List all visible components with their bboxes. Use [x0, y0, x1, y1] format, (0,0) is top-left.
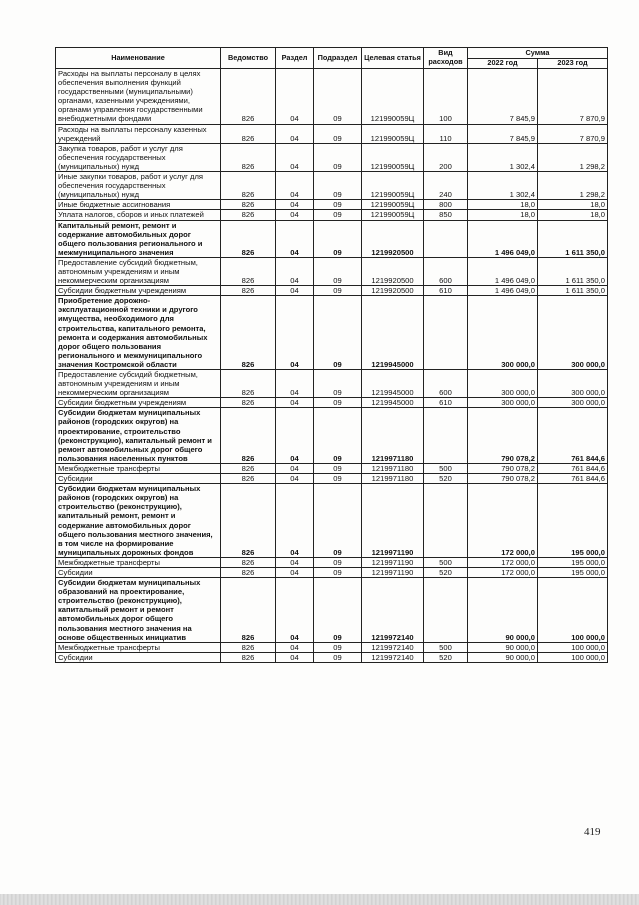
cell-vedomstvo: 826: [221, 578, 276, 643]
cell-sum-2023: 195 000,0: [538, 484, 608, 558]
cell-sum-2022: 1 496 049,0: [468, 257, 538, 285]
cell-razdel: 04: [276, 398, 314, 408]
cell-sum-2023: 300 000,0: [538, 370, 608, 398]
cell-vid: 500: [424, 642, 468, 652]
cell-sum-2022: 172 000,0: [468, 484, 538, 558]
cell-vedomstvo: 826: [221, 652, 276, 662]
cell-name: Предоставление субсидий бюджетным, автономным учреждениям и иным некоммерческим организациям: [56, 370, 221, 398]
cell-sum-2023: 1 611 350,0: [538, 286, 608, 296]
cell-razdel: 04: [276, 463, 314, 473]
cell-vedomstvo: 826: [221, 296, 276, 370]
cell-target: 1219971180: [362, 474, 424, 484]
cell-sum-2022: 300 000,0: [468, 398, 538, 408]
table-row: [56, 69, 608, 125]
cell-vid: [424, 578, 468, 643]
cell-target: 1219971180: [362, 408, 424, 464]
cell-target: 1219972140: [362, 642, 424, 652]
cell-razdel: 04: [276, 474, 314, 484]
table-row: [56, 172, 608, 200]
table-row: [56, 200, 608, 210]
budget-table: [55, 47, 608, 663]
cell-name: Предоставление субсидий бюджетным, автономным учреждениям и иным некоммерческим организациям: [56, 257, 221, 285]
cell-sum-2022: 790 078,2: [468, 463, 538, 473]
cell-target: 121990059Ц: [362, 143, 424, 171]
table-body: [56, 69, 608, 663]
cell-target: 1219920500: [362, 286, 424, 296]
cell-podrazdel: 09: [314, 463, 362, 473]
table-row: [56, 286, 608, 296]
page-number: 419: [584, 826, 601, 838]
header-vid: Вид расходов: [424, 48, 468, 69]
cell-sum-2023: 100 000,0: [538, 642, 608, 652]
cell-podrazdel: 09: [314, 578, 362, 643]
cell-podrazdel: 09: [314, 408, 362, 464]
header-razdel: Раздел: [276, 48, 314, 69]
cell-podrazdel: 09: [314, 143, 362, 171]
table-row: [56, 220, 608, 257]
cell-vedomstvo: 826: [221, 200, 276, 210]
cell-target: 1219972140: [362, 578, 424, 643]
cell-vid: 800: [424, 200, 468, 210]
cell-name: Иные бюджетные ассигнования: [56, 200, 221, 210]
cell-sum-2022: 1 496 049,0: [468, 286, 538, 296]
table-row: [56, 578, 608, 643]
cell-name: Иные закупки товаров, работ и услуг для обеспечения государственных (муниципальных) нужд: [56, 172, 221, 200]
cell-sum-2022: 90 000,0: [468, 652, 538, 662]
cell-sum-2022: 90 000,0: [468, 642, 538, 652]
cell-razdel: 04: [276, 257, 314, 285]
table-row: [56, 124, 608, 143]
cell-vid: [424, 408, 468, 464]
cell-sum-2023: 7 870,9: [538, 69, 608, 125]
cell-vedomstvo: 826: [221, 172, 276, 200]
cell-sum-2022: 7 845,9: [468, 69, 538, 125]
cell-vid: 100: [424, 69, 468, 125]
cell-podrazdel: 09: [314, 567, 362, 577]
cell-sum-2023: 195 000,0: [538, 567, 608, 577]
cell-sum-2023: 1 611 350,0: [538, 220, 608, 257]
cell-sum-2022: 172 000,0: [468, 567, 538, 577]
cell-target: 1219971180: [362, 463, 424, 473]
cell-razdel: 04: [276, 567, 314, 577]
cell-podrazdel: 09: [314, 124, 362, 143]
cell-vedomstvo: 826: [221, 370, 276, 398]
cell-sum-2022: 18,0: [468, 200, 538, 210]
table-header: [56, 48, 608, 69]
cell-vedomstvo: 826: [221, 69, 276, 125]
cell-name: Расходы на выплаты персоналу казенных учреждений: [56, 124, 221, 143]
cell-vedomstvo: 826: [221, 257, 276, 285]
cell-vedomstvo: 826: [221, 642, 276, 652]
cell-vid: 600: [424, 257, 468, 285]
cell-podrazdel: 09: [314, 370, 362, 398]
cell-sum-2022: 300 000,0: [468, 370, 538, 398]
cell-podrazdel: 09: [314, 286, 362, 296]
cell-razdel: 04: [276, 286, 314, 296]
table-row: [56, 557, 608, 567]
cell-vedomstvo: 826: [221, 143, 276, 171]
cell-vid: 520: [424, 474, 468, 484]
cell-vid: 600: [424, 370, 468, 398]
cell-vid: 850: [424, 210, 468, 220]
cell-sum-2023: 300 000,0: [538, 398, 608, 408]
cell-vid: 110: [424, 124, 468, 143]
cell-name: Закупка товаров, работ и услуг для обеспечения государственных (муниципальных) нужд: [56, 143, 221, 171]
cell-razdel: 04: [276, 484, 314, 558]
cell-target: 1219945000: [362, 370, 424, 398]
cell-vid: 520: [424, 567, 468, 577]
cell-target: 121990059Ц: [362, 124, 424, 143]
table-row: [56, 474, 608, 484]
cell-podrazdel: 09: [314, 200, 362, 210]
table-row: [56, 642, 608, 652]
cell-target: 121990059Ц: [362, 69, 424, 125]
cell-vedomstvo: 826: [221, 567, 276, 577]
header-year-2022: 2022 год: [468, 59, 538, 69]
cell-sum-2023: 761 844,6: [538, 463, 608, 473]
table-row: [56, 143, 608, 171]
cell-vedomstvo: 826: [221, 398, 276, 408]
cell-sum-2023: 761 844,6: [538, 408, 608, 464]
cell-sum-2023: 100 000,0: [538, 652, 608, 662]
cell-podrazdel: 09: [314, 474, 362, 484]
cell-vedomstvo: 826: [221, 484, 276, 558]
table-row: [56, 408, 608, 464]
cell-razdel: 04: [276, 408, 314, 464]
cell-podrazdel: 09: [314, 398, 362, 408]
cell-name: Субсидии: [56, 567, 221, 577]
table-row: [56, 652, 608, 662]
cell-vid: 500: [424, 557, 468, 567]
cell-sum-2023: 300 000,0: [538, 296, 608, 370]
cell-podrazdel: 09: [314, 220, 362, 257]
header-vedomstvo: Ведомство: [221, 48, 276, 69]
cell-razdel: 04: [276, 200, 314, 210]
cell-name: Субсидии бюджетным учреждениям: [56, 286, 221, 296]
table-row: [56, 370, 608, 398]
cell-name: Субсидии бюджетам муниципальных районов (городских округов) на проектирование, строительство (реконструкцию), капитальный ремонт и ремонт автомобильных дорог общего пользования населенных пунктов: [56, 408, 221, 464]
cell-vedomstvo: 826: [221, 408, 276, 464]
cell-sum-2023: 18,0: [538, 210, 608, 220]
cell-sum-2022: 300 000,0: [468, 296, 538, 370]
cell-vedomstvo: 826: [221, 210, 276, 220]
cell-sum-2022: 172 000,0: [468, 557, 538, 567]
table-row: [56, 484, 608, 558]
cell-vid: [424, 296, 468, 370]
cell-vedomstvo: 826: [221, 220, 276, 257]
cell-vid: 520: [424, 652, 468, 662]
cell-target: 1219972140: [362, 652, 424, 662]
cell-name: Субсидии: [56, 474, 221, 484]
cell-podrazdel: 09: [314, 557, 362, 567]
cell-target: 1219920500: [362, 257, 424, 285]
cell-podrazdel: 09: [314, 210, 362, 220]
cell-sum-2023: 1 298,2: [538, 143, 608, 171]
cell-podrazdel: 09: [314, 257, 362, 285]
cell-name: Субсидии бюджетам муниципальных районов (городских округов) на строительство (реконструкцию), капитальный ремонт, ремонт и содержание автомобильных дорог общего пользования местного значения, в том числе на формирование муниципальных дорожных фондов: [56, 484, 221, 558]
cell-vid: 610: [424, 286, 468, 296]
cell-vedomstvo: 826: [221, 286, 276, 296]
cell-target: 121990059Ц: [362, 172, 424, 200]
cell-sum-2022: 1 496 049,0: [468, 220, 538, 257]
cell-sum-2022: 790 078,2: [468, 408, 538, 464]
cell-name: Межбюджетные трансферты: [56, 463, 221, 473]
cell-target: 1219971190: [362, 484, 424, 558]
cell-vid: 610: [424, 398, 468, 408]
cell-podrazdel: 09: [314, 484, 362, 558]
cell-vedomstvo: 826: [221, 474, 276, 484]
cell-vid: [424, 484, 468, 558]
cell-sum-2022: 18,0: [468, 210, 538, 220]
cell-razdel: 04: [276, 220, 314, 257]
header-summa: Сумма: [468, 48, 608, 59]
table-row: [56, 296, 608, 370]
cell-podrazdel: 09: [314, 642, 362, 652]
cell-podrazdel: 09: [314, 172, 362, 200]
cell-vid: 500: [424, 463, 468, 473]
cell-sum-2023: 195 000,0: [538, 557, 608, 567]
cell-name: Межбюджетные трансферты: [56, 557, 221, 567]
table-row: [56, 257, 608, 285]
cell-name: Приобретение дорожно-эксплуатационной техники и другого имущества, необходимого для строительства, капитального ремонта, ремонта и содержания автомобильных дорог общего пользования регионального и межмуниципального значения Костромской области: [56, 296, 221, 370]
cell-razdel: 04: [276, 172, 314, 200]
cell-sum-2022: 790 078,2: [468, 474, 538, 484]
cell-target: 121990059Ц: [362, 210, 424, 220]
cell-name: Расходы на выплаты персоналу в целях обеспечения выполнения функций государственными (муниципальными) органами, казенными учреждениями, органами управления государственными внебюджетными фондами: [56, 69, 221, 125]
cell-sum-2023: 1 611 350,0: [538, 257, 608, 285]
cell-razdel: 04: [276, 557, 314, 567]
cell-sum-2022: 7 845,9: [468, 124, 538, 143]
cell-razdel: 04: [276, 124, 314, 143]
cell-sum-2022: 1 302,4: [468, 172, 538, 200]
cell-target: 1219971190: [362, 567, 424, 577]
header-year-2023: 2023 год: [538, 59, 608, 69]
header-podrazdel: Подраздел: [314, 48, 362, 69]
cell-razdel: 04: [276, 642, 314, 652]
cell-razdel: 04: [276, 143, 314, 171]
table-row: [56, 567, 608, 577]
cell-target: 121990059Ц: [362, 200, 424, 210]
scan-edge: [0, 894, 639, 905]
cell-target: 1219920500: [362, 220, 424, 257]
cell-target: 1219971190: [362, 557, 424, 567]
cell-vedomstvo: 826: [221, 557, 276, 567]
cell-razdel: 04: [276, 69, 314, 125]
cell-podrazdel: 09: [314, 69, 362, 125]
cell-vedomstvo: 826: [221, 124, 276, 143]
cell-name: Капитальный ремонт, ремонт и содержание автомобильных дорог общего пользования регионального и межмуниципального значения: [56, 220, 221, 257]
cell-sum-2022: 90 000,0: [468, 578, 538, 643]
cell-vid: 200: [424, 143, 468, 171]
cell-sum-2023: 7 870,9: [538, 124, 608, 143]
cell-sum-2023: 761 844,6: [538, 474, 608, 484]
cell-razdel: 04: [276, 578, 314, 643]
cell-name: Межбюджетные трансферты: [56, 642, 221, 652]
cell-podrazdel: 09: [314, 652, 362, 662]
cell-sum-2023: 1 298,2: [538, 172, 608, 200]
cell-target: 1219945000: [362, 398, 424, 408]
cell-podrazdel: 09: [314, 296, 362, 370]
cell-razdel: 04: [276, 370, 314, 398]
cell-name: Уплата налогов, сборов и иных платежей: [56, 210, 221, 220]
cell-sum-2023: 100 000,0: [538, 578, 608, 643]
cell-name: Субсидии: [56, 652, 221, 662]
cell-sum-2023: 18,0: [538, 200, 608, 210]
cell-razdel: 04: [276, 296, 314, 370]
cell-vedomstvo: 826: [221, 463, 276, 473]
table-row: [56, 398, 608, 408]
cell-target: 1219945000: [362, 296, 424, 370]
cell-vid: 240: [424, 172, 468, 200]
cell-razdel: 04: [276, 652, 314, 662]
table-row: [56, 210, 608, 220]
cell-sum-2022: 1 302,4: [468, 143, 538, 171]
cell-name: Субсидии бюджетам муниципальных образований на проектирование, строительство (реконструкцию), капитальный ремонт и ремонт автомобильных дорог общего пользования местного значения на основе общественных инициатив: [56, 578, 221, 643]
table-row: [56, 463, 608, 473]
header-target: Целевая статья: [362, 48, 424, 69]
header-name: Наименование: [56, 48, 221, 69]
cell-razdel: 04: [276, 210, 314, 220]
cell-name: Субсидии бюджетным учреждениям: [56, 398, 221, 408]
cell-vid: [424, 220, 468, 257]
